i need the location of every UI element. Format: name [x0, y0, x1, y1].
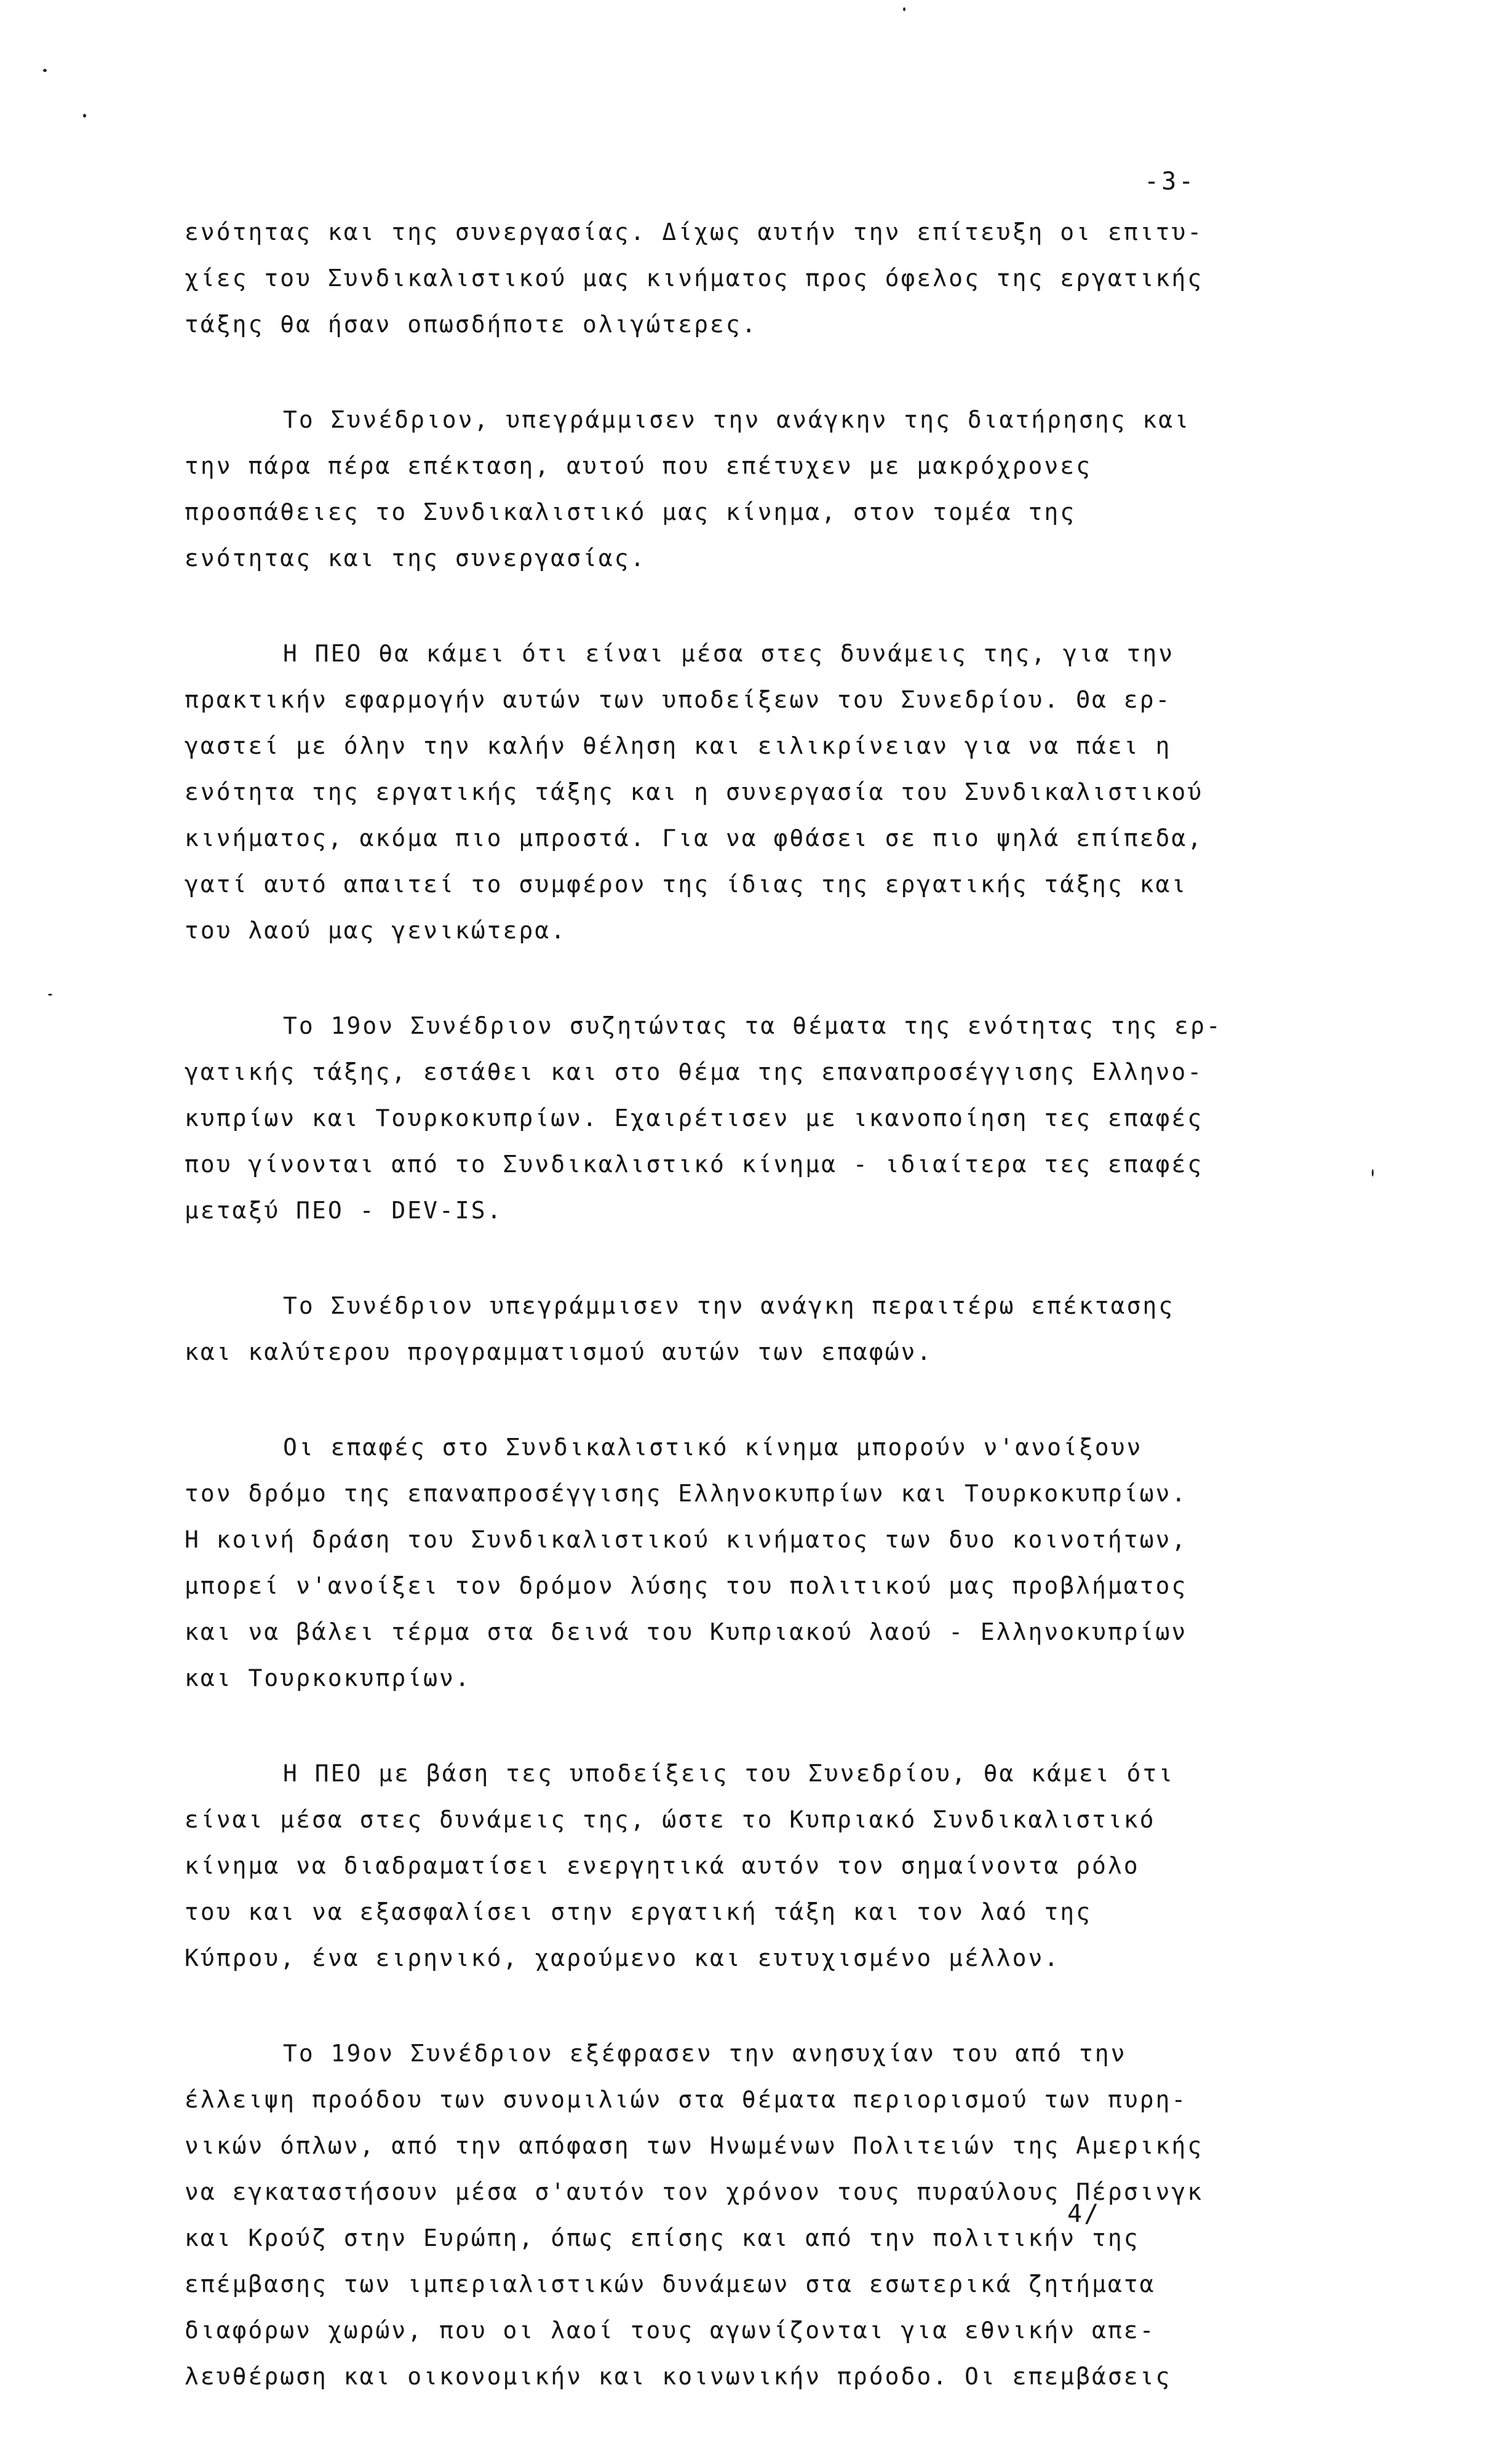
text-line: χίες του Συνδικαλιστικού μας κινήματος προς όφελος της εργατικής — [185, 265, 1204, 292]
text-line: επέμβασης των ιμπεριαλιστικών δυνάμεων στα εσωτερικά ζητήματα — [185, 2271, 1156, 2298]
text-line: γαστεί με όλην την καλήν θέληση και ειλικρίνειαν για να πάει η — [185, 732, 1172, 759]
continuation-mark: 4/ — [1067, 2200, 1101, 2228]
text-line: του και να εξασφαλίσει στην εργατική τάξη και τον λαό της — [185, 1898, 1092, 1925]
page-number: -3- — [1144, 167, 1196, 196]
text-line: κυπρίων και Τουρκοκυπρίων. Εχαιρέτισεν με ικανοποίηση τες επαφές — [185, 1105, 1204, 1132]
text-line: να εγκαταστήσουν μέσα σ'αυτόν τον χρόνον τους πυραύλους Πέρσινγκ — [185, 2178, 1204, 2205]
text-line: Η κοινή δράση του Συνδικαλιστικού κινήματος των δυο κοινοτήτων, — [185, 1526, 1188, 1553]
text-line: ενότητας και της συνεργασίας. Δίχως αυτήν την επίτευξη οι επιτυ- — [185, 218, 1204, 246]
text-line: Κύπρου, ένα ειρηνικό, χαρούμενο και ευτυχισμένο μέλλον. — [185, 1944, 1060, 1972]
scan-speck — [48, 994, 52, 996]
text-line: είναι μέσα στες δυνάμεις της, ώστε το Κυπριακό Συνδικαλιστικό — [185, 1806, 1156, 1833]
paragraph-8 — [185, 2031, 1390, 2400]
paragraph-2 — [185, 397, 1390, 581]
paragraph-4 — [185, 1003, 1390, 1234]
text-line: την πάρα πέρα επέκταση, αυτού που επέτυχεν με μακρόχρονες — [185, 452, 1092, 479]
scan-speck — [1372, 1169, 1374, 1177]
document-body — [185, 209, 1390, 2449]
text-line: Το Συνέδριον υπεγράμμισεν την ανάγκη περαιτέρω επέκτασης — [283, 1292, 1175, 1319]
text-line: λευθέρωση και οικονομικήν και κοινωνικήν πρόοδο. Οι επεμβάσεις — [185, 2363, 1172, 2390]
text-line: κίνημα να διαδραματίσει ενεργητικά αυτόν τον σημαίνοντα ρόλο — [185, 1852, 1140, 1879]
scan-speck — [43, 69, 47, 72]
paragraph-6 — [185, 1424, 1390, 1701]
text-line: που γίνονται από το Συνδικαλιστικό κίνημα - ιδιαίτερα τες επαφές — [185, 1151, 1204, 1178]
text-line: και Τουρκοκυπρίων. — [185, 1664, 471, 1692]
text-line: γατικής τάξης, εστάθει και στο θέμα της επαναπροσέγγισης Ελληνο- — [185, 1058, 1204, 1085]
text-line: γατί αυτό απαιτεί το συμφέρον της ίδιας της εργατικής τάξης και — [185, 871, 1188, 898]
text-line: ενότητας και της συνεργασίας. — [185, 545, 647, 572]
text-line: μεταξύ ΠΕΟ - DEV-IS. — [185, 1197, 503, 1224]
scan-speck — [83, 114, 86, 118]
text-line: Η ΠΕΟ θα κάμει ότι είναι μέσα στες δυνάμεις της, για την — [283, 640, 1175, 667]
text-line: τάξης θα ήσαν οπωσδήποτε ολιγώτερες. — [185, 311, 758, 338]
paragraph-5 — [185, 1283, 1390, 1375]
text-line: διαφόρων χωρών, που οι λαοί τους αγωνίζονται για εθνικήν απε- — [185, 2317, 1156, 2344]
text-line: Το 19ον Συνέδριον εξέφρασεν την ανησυχίαν του από την — [283, 2040, 1127, 2067]
text-line: πρακτικήν εφαρμογήν αυτών των υποδείξεων του Συνεδρίου. Θα ερ- — [185, 686, 1172, 713]
text-line: Η ΠΕΟ με βάση τες υποδείξεις του Συνεδρίου, θα κάμει ότι — [283, 1760, 1175, 1787]
text-line: και να βάλει τέρμα στα δεινά του Κυπριακού λαού - Ελληνοκυπρίων — [185, 1618, 1188, 1645]
text-line: Οι επαφές στο Συνδικαλιστικό κίνημα μπορούν ν'ανοίξουν — [283, 1434, 1143, 1461]
text-line: κινήματος, ακόμα πιο μπροστά. Για να φθάσει σε πιο ψηλά επίπεδα, — [185, 825, 1204, 852]
text-line: προσπάθειες το Συνδικαλιστικό μας κίνημα, στον τομέα της — [185, 498, 1076, 525]
text-line: ενότητα της εργατικής τάξης και η συνεργασία του Συνδικαλιστικού — [185, 778, 1204, 805]
text-line: Το Συνέδριον, υπεγράμμισεν την ανάγκην της διατήρησης και — [283, 406, 1191, 433]
text-line: Το 19ον Συνέδριον συζητώντας τα θέματα της ενότητας της ερ- — [283, 1012, 1222, 1039]
text-line: του λαού μας γενικώτερα. — [185, 917, 567, 944]
text-line: μπορεί ν'ανοίξει τον δρόμον λύσης του πολιτικού μας προβλήματος — [185, 1572, 1188, 1599]
text-line: και καλύτερου προγραμματισμού αυτών των επαφών. — [185, 1338, 933, 1365]
paragraph-1 — [185, 209, 1390, 348]
text-line: νικών όπλων, από την απόφαση των Ηνωμένων Πολιτειών της Αμερικής — [185, 2132, 1204, 2159]
paragraph-3 — [185, 631, 1390, 954]
paragraph-7 — [185, 1751, 1390, 1981]
text-line: τον δρόμο της επαναπροσέγγισης Ελληνοκυπρίων και Τουρκοκυπρίων. — [185, 1480, 1188, 1507]
text-line: και Κρούζ στην Ευρώπη, όπως επίσης και από την πολιτικήν της — [185, 2224, 1140, 2251]
text-line: έλλειψη προόδου των συνομιλιών στα θέματα περιορισμού των πυρη- — [185, 2086, 1188, 2113]
scan-speck — [903, 7, 905, 11]
